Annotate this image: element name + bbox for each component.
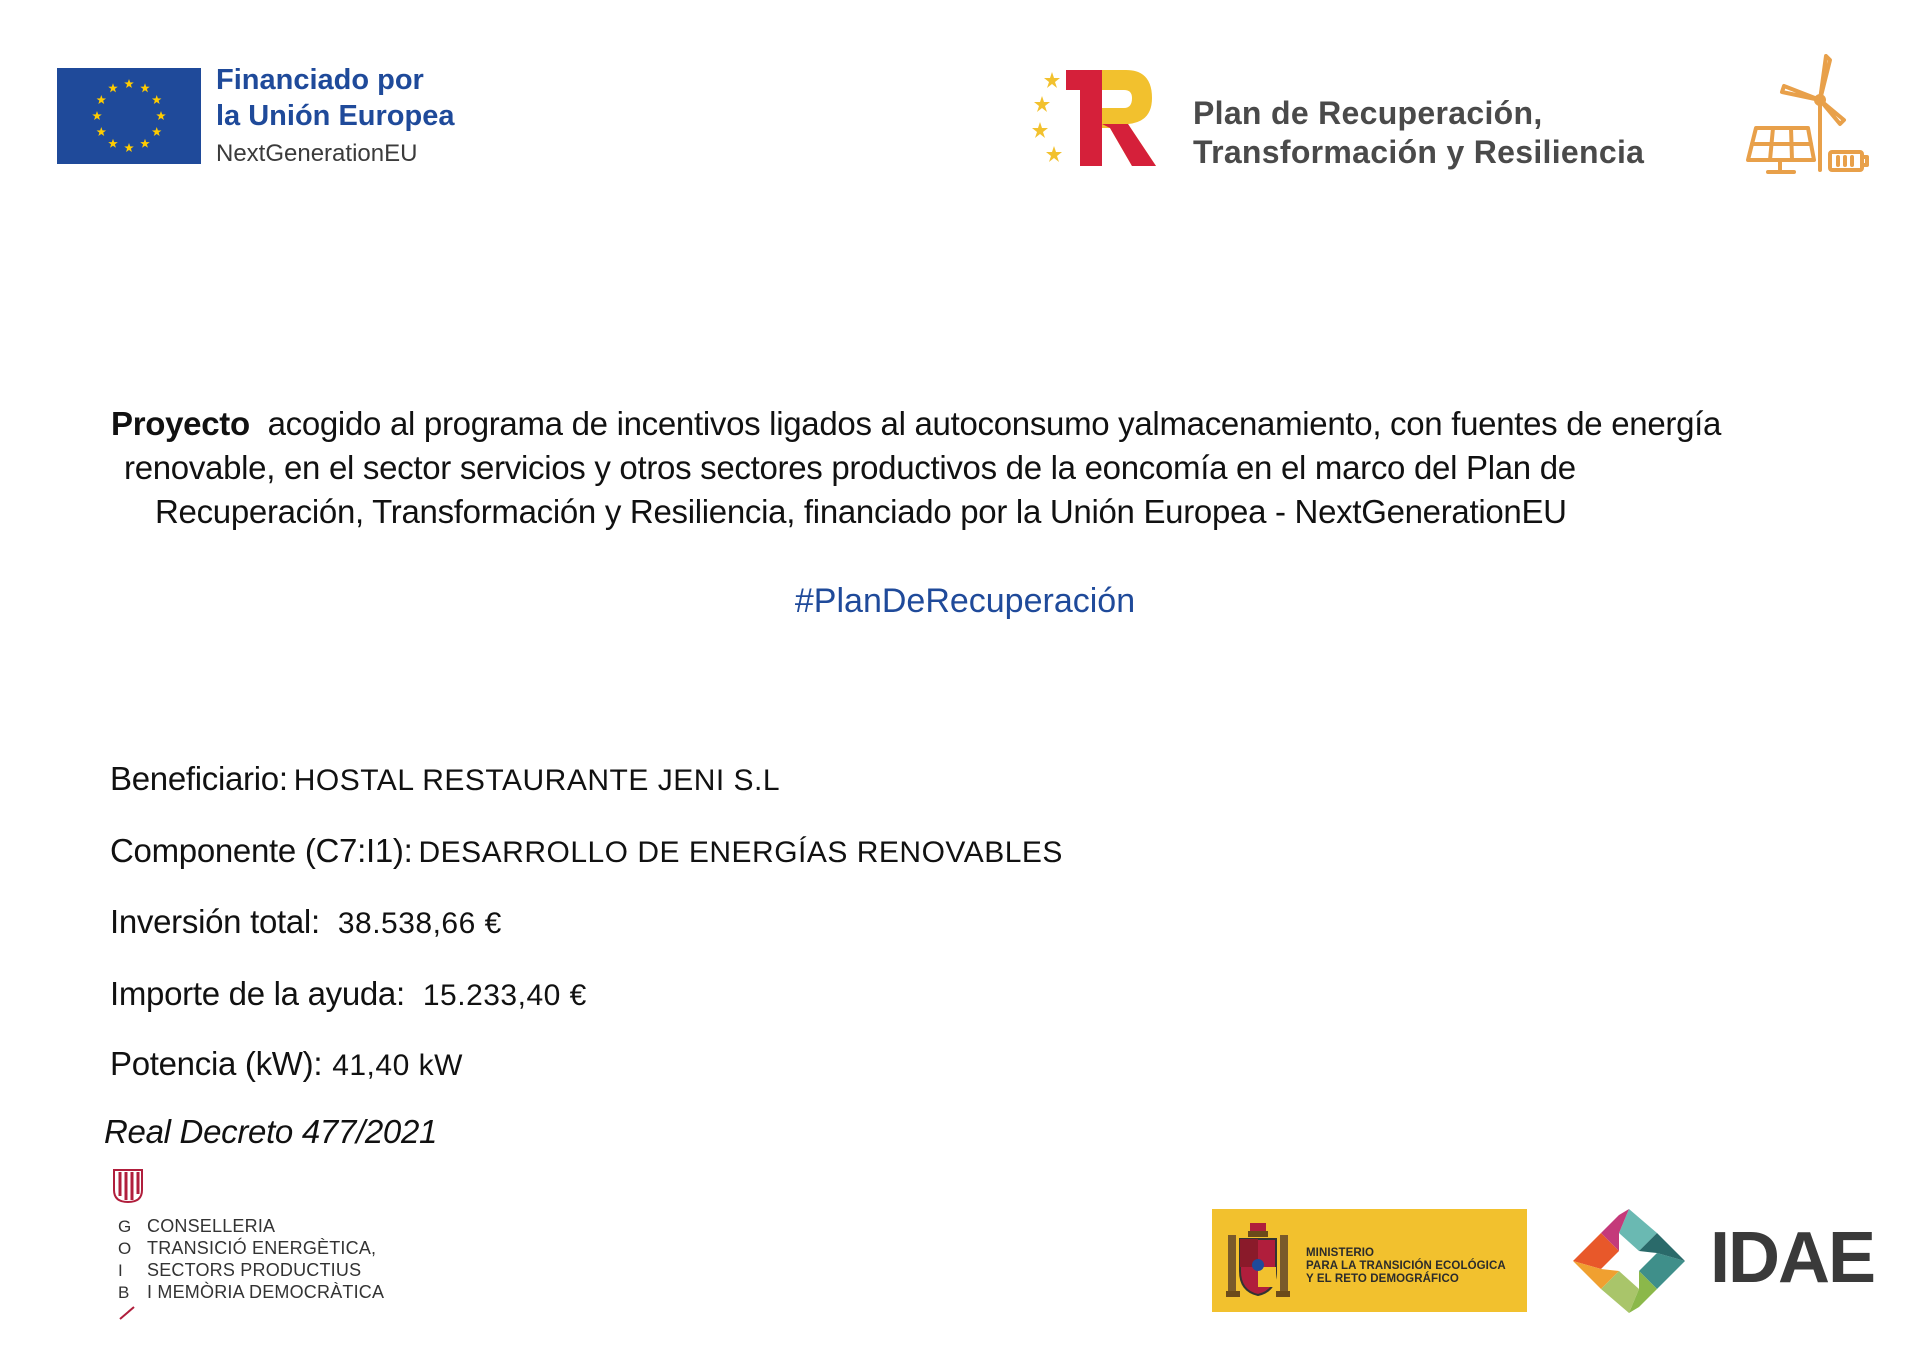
- eu-flag-logo: [57, 68, 201, 164]
- inversion-label: Inversión total:: [110, 903, 320, 940]
- eu-union-label: la Unión Europea: [216, 100, 455, 132]
- ayuda-row: [110, 975, 587, 1013]
- eu-financed-label: Financiado por: [216, 64, 424, 96]
- ministerio-line3: Y EL RETO DEMOGRÁFICO: [1306, 1273, 1459, 1285]
- goib-letter-i: I: [118, 1261, 124, 1280]
- inversion-value: 38.538,66 €: [337, 907, 502, 940]
- goib-letter-o: O: [118, 1239, 133, 1258]
- beneficiario-value: HOSTAL RESTAURANTE JENI S.L: [293, 764, 781, 797]
- goib-line-2: TRANSICIÓ ENERGÈTICA,: [147, 1238, 377, 1258]
- ministerio-logo: [1212, 1209, 1527, 1312]
- componente-row: [110, 832, 1063, 870]
- beneficiario-row: [110, 760, 780, 798]
- potencia-label: Potencia (kW):: [110, 1045, 323, 1082]
- ministerio-line2: PARA LA TRANSICIÓN ECOLÓGICA: [1306, 1260, 1506, 1272]
- goib-line-3: SECTORS PRODUCTIUS: [147, 1260, 362, 1280]
- eu-nextgen-label: NextGenerationEU: [216, 140, 418, 167]
- goib-letter-b: B: [118, 1283, 131, 1302]
- hashtag-link[interactable]: #PlanDeRecuperación: [794, 582, 1136, 620]
- real-decreto-text: Real Decreto 477/2021: [104, 1113, 438, 1150]
- componente-label: Componente (C7:I1):: [110, 832, 413, 869]
- inversion-row: [110, 903, 502, 941]
- componente-value: DESARROLLO DE ENERGÍAS RENOVABLES: [418, 836, 1063, 869]
- plan-title-line2: Transformación y Resiliencia: [1193, 134, 1645, 170]
- ayuda-value: 15.233,40 €: [422, 979, 587, 1012]
- beneficiario-label: Beneficiario:: [110, 760, 288, 797]
- ministerio-line1: MINISTERIO: [1306, 1247, 1375, 1259]
- potencia-value: 41,40 kW: [332, 1049, 463, 1082]
- goib-line-4: I MEMÒRIA DEMOCRÀTICA: [147, 1282, 385, 1302]
- plan-title-line1: Plan de Recuperación,: [1193, 95, 1543, 131]
- project-description-line2: renovable, en el sector servicios y otros sectores productivos de la eoncomía en el marco del Plan de: [124, 449, 1576, 486]
- goib-crest-icon: [112, 1168, 144, 1204]
- wind-solar-battery-icon: [1738, 52, 1870, 176]
- potencia-row: [110, 1045, 463, 1083]
- project-line1-text: acogido al programa de incentivos ligados al autoconsumo yalmacenamiento, con fuentes de energía: [267, 405, 1722, 442]
- project-lead: Proyecto: [111, 405, 250, 442]
- idae-wordmark: IDAE: [1710, 1218, 1875, 1298]
- goib-line-1: CONSELLERIA: [147, 1216, 276, 1236]
- project-description-line3: Recuperación, Transformación y Resiliencia, financiado por la Unión Europea - NextGenerationEU: [155, 493, 1567, 530]
- goib-slash-icon: [118, 1305, 136, 1321]
- ayuda-label: Importe de la ayuda:: [110, 975, 405, 1012]
- eu-stars-icon: [57, 68, 201, 164]
- goib-letter-g: G: [118, 1217, 133, 1236]
- tr-logo-icon: [1030, 66, 1160, 170]
- spain-coat-of-arms-icon: [1226, 1221, 1290, 1301]
- project-description-line1: [0, 403, 1920, 446]
- idae-logo-icon: [1553, 1208, 1705, 1314]
